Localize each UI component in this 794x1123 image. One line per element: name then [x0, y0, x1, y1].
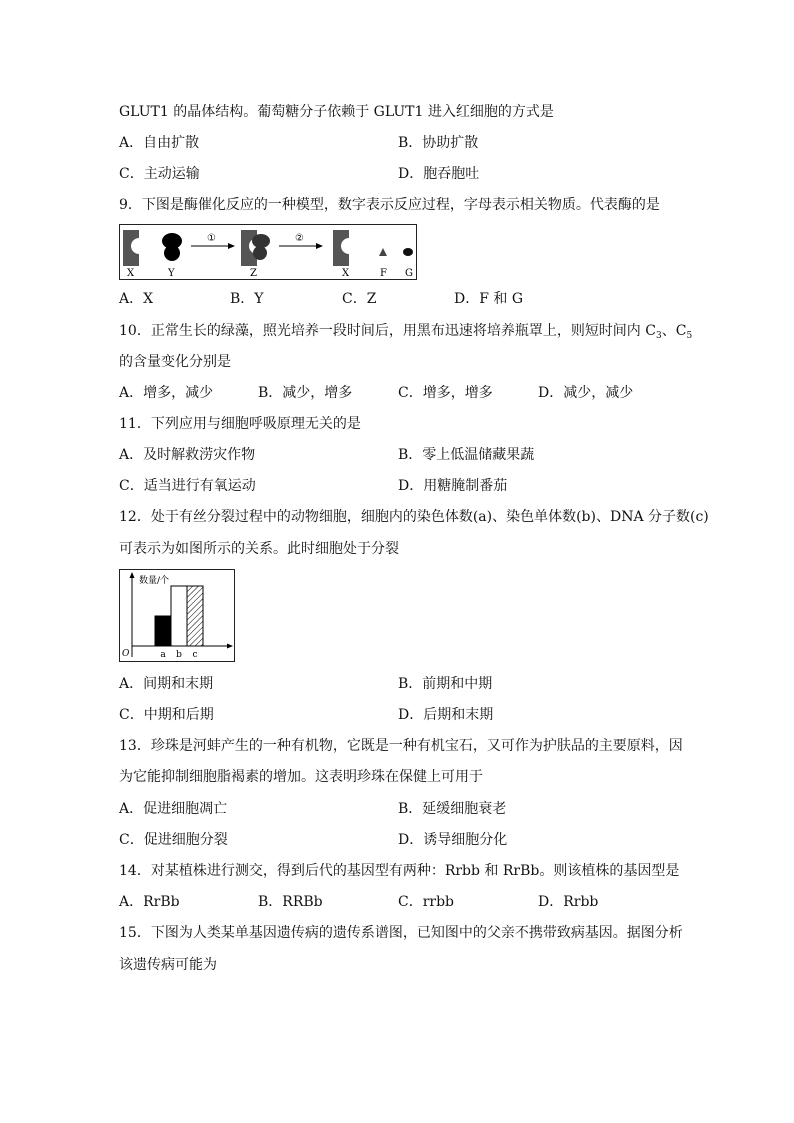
q8-stem: GLUT1 的晶体结构。葡萄糖分子依赖于 GLUT1 进入红细胞的方式是 [119, 104, 554, 120]
bar-b [171, 586, 187, 646]
q10-option-c: C．增多，增多 [398, 385, 493, 401]
substrate-y-lower [164, 245, 180, 261]
q13-stem-line2: 为它能抑制细胞脂褐素的增加。这表明珍珠在保健上可用于 [119, 769, 483, 785]
q14-stem: 14．对某植株进行测交，得到后代的基因型有两种：Rrbb 和 RrBb。则该植株的基因型是 [119, 863, 680, 879]
step-2-label: ② [295, 233, 304, 244]
q13-option-d: D．诱导细胞分化 [398, 832, 508, 848]
q10-stem-line1 [119, 322, 692, 340]
q13-stem-line1: 13．珍珠是河蚌产生的一种有机物，它既是一种有机宝石，又可作为护肤品的主要原料，因 [119, 738, 683, 754]
label-z: Z [250, 268, 257, 279]
label-g: G [405, 268, 413, 279]
tick-label-b: b [176, 650, 182, 660]
q14-option-c: C．rrbb [398, 894, 455, 910]
enzyme-model-figure [119, 224, 417, 280]
q10-subscript-3: 3 [655, 331, 662, 341]
q12-option-a: A．间期和末期 [119, 676, 214, 692]
q11-option-c: C．适当进行有氧运动 [119, 478, 256, 494]
q9-stem: 9．下图是酶催化反应的一种模型，数字表示反应过程，字母表示相关物质。代表酶的是 [119, 197, 660, 213]
q10-subscript-5: 5 [686, 331, 693, 341]
bar-c [187, 586, 203, 646]
complex-z-substrate-lower [253, 246, 267, 260]
bar-chart-figure [119, 569, 235, 662]
product-g-shape [403, 248, 413, 256]
complex-z-substrate-upper [252, 234, 270, 248]
q8-option-b: B．协助扩散 [398, 135, 479, 151]
q13-option-c: C．促进细胞分裂 [119, 832, 228, 848]
q15-stem-line2: 该遗传病可能为 [119, 957, 217, 973]
label-y: Y [168, 268, 175, 279]
q10-option-b: B．减少，增多 [258, 385, 353, 401]
q12-option-d: D．后期和末期 [398, 707, 494, 723]
tick-label-c: c [192, 650, 198, 660]
q8-option-c: C．主动运输 [119, 166, 200, 182]
q15-stem-line1: 15．下图为人类某单基因遗传病的遗传系谱图，已知图中的父亲不携带致病基因。据图分析 [119, 925, 683, 941]
q10-option-d: D．减少，减少 [538, 385, 634, 401]
q9-option-b: B．Y [230, 291, 264, 307]
q13-option-a: A．促进细胞凋亡 [119, 801, 228, 817]
q11-option-b: B．零上低温储藏果蔬 [398, 447, 535, 463]
q11-option-d: D．用糖腌制番茄 [398, 478, 508, 494]
origin-label: O [122, 649, 130, 659]
q9-option-d: D．F 和 G [454, 291, 524, 307]
q14-option-b: B．RRBb [258, 894, 323, 910]
enzyme-model-diagram [119, 224, 417, 280]
q12-stem-line1: 12．处于有丝分裂过程中的动物细胞，细胞内的染色体数(a)、染色单体数(b)、DNA 分子数(c) [119, 509, 709, 525]
q9-option-c: C．Z [342, 291, 377, 307]
q13-option-b: B．延缓细胞衰老 [398, 801, 507, 817]
q8-option-a: A．自由扩散 [119, 135, 200, 151]
q10-stem-line2: 的含量变化分别是 [119, 354, 231, 370]
tick-label-a: a [160, 650, 166, 660]
step-1-label: ① [207, 233, 216, 244]
label-x: X [127, 268, 135, 279]
q10-separator: 、C [661, 323, 687, 339]
q14-option-d: D．Rrbb [538, 894, 599, 910]
y-axis-label: 数量/个 [139, 576, 170, 586]
q11-stem: 11．下列应用与细胞呼吸原理无关的是 [119, 416, 361, 432]
q8-option-d: D．胞吞胞吐 [398, 166, 480, 182]
bar-a [155, 616, 171, 646]
q12-option-c: C．中期和后期 [119, 707, 214, 723]
label-f: F [380, 268, 387, 279]
q14-option-a: A．RrBb [119, 894, 180, 910]
q12-stem-line2: 可表示为如图所示的关系。此时细胞处于分裂 [119, 541, 399, 557]
q10-option-a: A．增多，减少 [119, 385, 214, 401]
label-x-2: X [342, 268, 350, 279]
q11-option-a: A．及时解救涝灾作物 [119, 447, 256, 463]
q12-option-b: B．前期和中期 [398, 676, 493, 692]
q9-option-a: A．X [119, 291, 154, 307]
q10-stem-text: 10．正常生长的绿藻，照光培养一段时间后，用黑布迅速将培养瓶罩上，则短时间内 C [119, 323, 656, 339]
bar-chart-svg [119, 569, 235, 662]
